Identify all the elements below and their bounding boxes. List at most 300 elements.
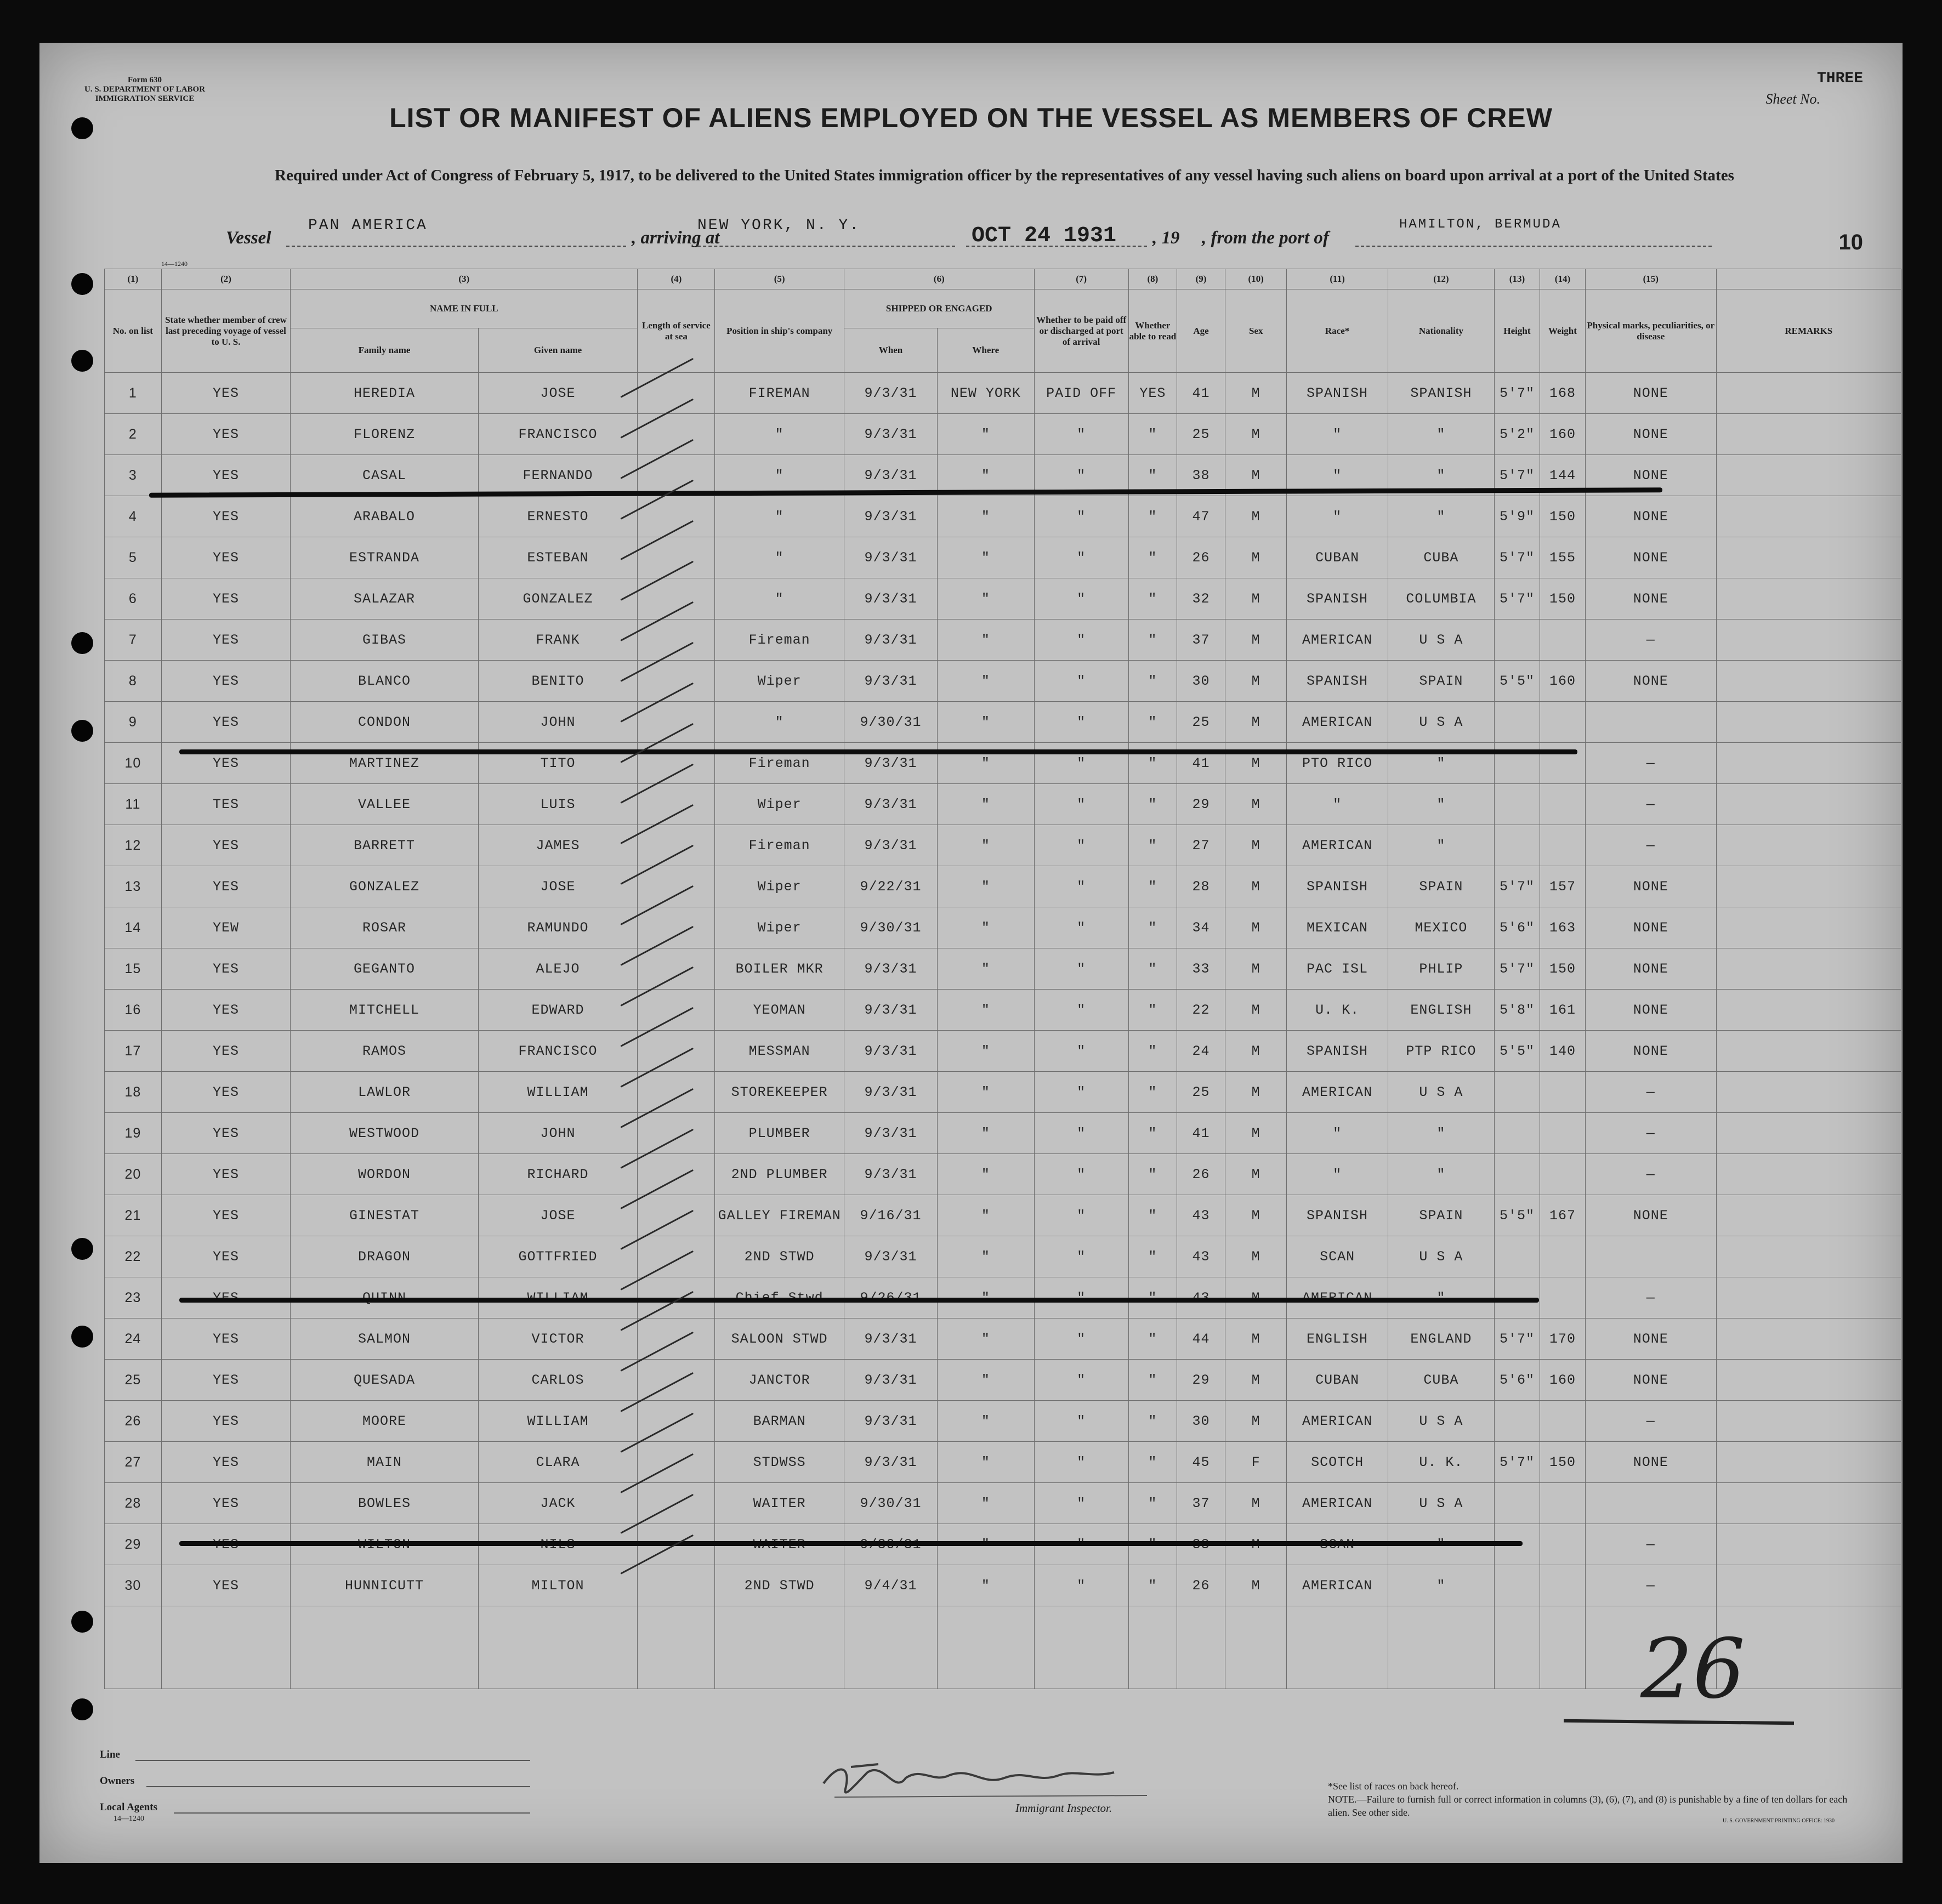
table-row [105, 1154, 1901, 1195]
race-cell: SPANISH [1287, 1031, 1388, 1072]
row-number: 17 [105, 1031, 162, 1072]
state-cell: YES [161, 866, 291, 907]
family-name-cell: VALLEE [291, 784, 478, 825]
service-length-cell [638, 1113, 715, 1154]
col-weight: Weight [1540, 289, 1585, 373]
able-read-cell: " [1128, 990, 1177, 1031]
race-cell: AMERICAN [1287, 1401, 1388, 1442]
able-read-cell: " [1128, 496, 1177, 537]
height-cell [1494, 1236, 1540, 1277]
family-name-cell: CASAL [291, 455, 478, 496]
weight-cell: 157 [1540, 866, 1585, 907]
paid-off-cell: " [1034, 537, 1128, 578]
weight-cell [1540, 1483, 1585, 1524]
weight-cell: 144 [1540, 455, 1585, 496]
given-name-cell: GONZALEZ [478, 578, 638, 619]
sex-cell: M [1225, 1236, 1287, 1277]
binder-hole [71, 632, 93, 654]
sex-cell: M [1225, 414, 1287, 455]
state-cell: YES [161, 578, 291, 619]
age-cell: 26 [1177, 537, 1225, 578]
table-row [105, 373, 1901, 414]
sex-cell: F [1225, 1442, 1287, 1483]
table-row [105, 784, 1901, 825]
paid-off-cell: " [1034, 702, 1128, 743]
weight-cell: 160 [1540, 414, 1585, 455]
sex-cell: M [1225, 1031, 1287, 1072]
state-cell: YES [161, 1360, 291, 1401]
able-read-cell: " [1128, 1483, 1177, 1524]
nationality-cell: CUBA [1388, 537, 1494, 578]
race-cell: ENGLISH [1287, 1318, 1388, 1360]
row-number: 23 [105, 1277, 162, 1318]
shipped-when-cell: 9/3/31 [844, 1072, 937, 1113]
blank-cell [478, 1606, 638, 1689]
marks-cell: NONE [1585, 990, 1716, 1031]
race-cell: " [1287, 784, 1388, 825]
service-length-cell [638, 1565, 715, 1606]
nationality-cell: SPANISH [1388, 373, 1494, 414]
remarks-cell [1716, 619, 1901, 661]
able-read-cell: " [1128, 1360, 1177, 1401]
age-cell: 41 [1177, 1113, 1225, 1154]
family-name-cell: MARTINEZ [291, 743, 478, 784]
given-name-cell: WILLIAM [478, 1401, 638, 1442]
marks-cell [1585, 702, 1716, 743]
race-cell: AMERICAN [1287, 1483, 1388, 1524]
weight-cell: 163 [1540, 907, 1585, 948]
shipped-where-cell: " [938, 825, 1034, 866]
able-read-cell: " [1128, 948, 1177, 990]
position-cell: Wiper [715, 866, 844, 907]
weight-cell: 168 [1540, 373, 1585, 414]
age-cell: 34 [1177, 907, 1225, 948]
weight-cell: 140 [1540, 1031, 1585, 1072]
service-length-cell [638, 1072, 715, 1113]
paid-off-cell: " [1034, 1442, 1128, 1483]
service-length-cell [638, 866, 715, 907]
col-name-in-full: NAME IN FULL [291, 289, 638, 328]
weight-cell [1540, 702, 1585, 743]
table-row [105, 1113, 1901, 1154]
height-cell: 5'7" [1494, 866, 1540, 907]
position-cell: " [715, 496, 844, 537]
nationality-cell: " [1388, 825, 1494, 866]
position-cell: " [715, 414, 844, 455]
service-length-cell [638, 825, 715, 866]
service-length-cell [638, 1031, 715, 1072]
shipped-where-cell: " [938, 907, 1034, 948]
age-cell: 29 [1177, 784, 1225, 825]
nationality-cell: U S A [1388, 702, 1494, 743]
remarks-cell [1716, 1236, 1901, 1277]
paid-off-cell: PAID OFF [1034, 373, 1128, 414]
row-number: 7 [105, 619, 162, 661]
paid-off-cell: " [1034, 1360, 1128, 1401]
remarks-cell [1716, 414, 1901, 455]
family-name-cell: GIBAS [291, 619, 478, 661]
position-cell: Fireman [715, 743, 844, 784]
shipped-where-cell: " [938, 661, 1034, 702]
col-given-name: Given name [478, 328, 638, 373]
shipped-when-cell: 9/3/31 [844, 414, 937, 455]
position-cell: Wiper [715, 907, 844, 948]
height-cell: 5'7" [1494, 373, 1540, 414]
shipped-where-cell: " [938, 496, 1034, 537]
given-name-cell: FERNANDO [478, 455, 638, 496]
shipped-where-cell: " [938, 1401, 1034, 1442]
row-number: 27 [105, 1442, 162, 1483]
state-cell: YES [161, 661, 291, 702]
col-shipped: SHIPPED OR ENGAGED [844, 289, 1034, 328]
weight-cell [1540, 1524, 1585, 1565]
table-row-blank [105, 1606, 1901, 1689]
marks-cell [1585, 1236, 1716, 1277]
remarks-cell [1716, 1277, 1901, 1318]
nationality-cell: ENGLAND [1388, 1318, 1494, 1360]
row-number: 22 [105, 1236, 162, 1277]
weight-cell [1540, 1154, 1585, 1195]
nationality-cell: " [1388, 743, 1494, 784]
able-read-cell: " [1128, 578, 1177, 619]
state-cell: YES [161, 948, 291, 990]
weight-cell: 150 [1540, 496, 1585, 537]
service-length-cell [638, 1360, 715, 1401]
marks-cell: NONE [1585, 1195, 1716, 1236]
sex-cell: M [1225, 702, 1287, 743]
paid-off-cell: " [1034, 825, 1128, 866]
shipped-where-cell: " [938, 702, 1034, 743]
given-name-cell: JOHN [478, 702, 638, 743]
shipped-where-cell: " [938, 743, 1034, 784]
shipped-where-cell: " [938, 1072, 1034, 1113]
sex-cell: M [1225, 1318, 1287, 1360]
arrival-date: OCT 24 1931 [972, 224, 1117, 248]
family-name-cell: ROSAR [291, 907, 478, 948]
shipped-when-cell: 9/3/31 [844, 1360, 937, 1401]
paid-off-cell: " [1034, 1031, 1128, 1072]
shipped-when-cell: 9/3/31 [844, 537, 937, 578]
sex-cell: M [1225, 948, 1287, 990]
able-read-cell: " [1128, 866, 1177, 907]
given-name-cell: FRANCISCO [478, 1031, 638, 1072]
able-read-cell: " [1128, 661, 1177, 702]
state-cell: YES [161, 1031, 291, 1072]
col-marks: Physical marks, peculiarities, or disease [1585, 289, 1716, 373]
paid-off-cell: " [1034, 907, 1128, 948]
shipped-where-cell: " [938, 578, 1034, 619]
family-name-cell: GINESTAT [291, 1195, 478, 1236]
race-cell: SCOTCH [1287, 1442, 1388, 1483]
age-cell: 29 [1177, 1360, 1225, 1401]
remarks-cell [1716, 948, 1901, 990]
blank-cell [715, 1606, 844, 1689]
height-cell [1494, 825, 1540, 866]
position-cell: WAITER [715, 1483, 844, 1524]
row-number: 4 [105, 496, 162, 537]
remarks-cell [1716, 743, 1901, 784]
state-cell: YES [161, 1072, 291, 1113]
age-cell: 43 [1177, 1236, 1225, 1277]
remarks-cell [1716, 1483, 1901, 1524]
family-name-cell: GEGANTO [291, 948, 478, 990]
table-row [105, 661, 1901, 702]
state-cell: YES [161, 1236, 291, 1277]
race-cell: AMERICAN [1287, 1565, 1388, 1606]
race-cell: SPANISH [1287, 661, 1388, 702]
shipped-when-cell: 9/3/31 [844, 1318, 937, 1360]
state-cell: YES [161, 1442, 291, 1483]
marks-cell: — [1585, 784, 1716, 825]
row-number: 1 [105, 373, 162, 414]
remarks-cell [1716, 537, 1901, 578]
col-num: (14) [1540, 269, 1585, 289]
marks-cell: NONE [1585, 373, 1716, 414]
paid-off-cell: " [1034, 784, 1128, 825]
service-length-cell [638, 1318, 715, 1360]
family-name-cell: LAWLOR [291, 1072, 478, 1113]
nationality-cell: CUBA [1388, 1360, 1494, 1401]
sex-cell: M [1225, 1565, 1287, 1606]
row-number: 3 [105, 455, 162, 496]
col-where: Where [938, 328, 1034, 373]
remarks-cell [1716, 1072, 1901, 1113]
shipped-where-cell: " [938, 1113, 1034, 1154]
age-cell: 25 [1177, 702, 1225, 743]
col-num: (7) [1034, 269, 1128, 289]
shipped-when-cell: 9/3/31 [844, 948, 937, 990]
col-num: (2) [161, 269, 291, 289]
remarks-cell [1716, 1524, 1901, 1565]
table-row [105, 619, 1901, 661]
nationality-cell: U S A [1388, 1401, 1494, 1442]
position-cell: STDWSS [715, 1442, 844, 1483]
document-subtitle: Required under Act of Congress of February 5, 1917, to be delivered to the United States immigration officer by the representatives of any vessel having such aliens on board upon arrival at a port of the United States [275, 167, 1734, 184]
position-cell: Fireman [715, 825, 844, 866]
col-state: State whether member of crew last preceding voyage of vessel to U. S. [161, 289, 291, 373]
nationality-cell: " [1388, 496, 1494, 537]
shipped-when-cell: 9/30/31 [844, 1483, 937, 1524]
col-no-on-list: No. on list [105, 289, 162, 373]
age-cell: 45 [1177, 1442, 1225, 1483]
weight-cell: 160 [1540, 1360, 1585, 1401]
col-num: (3) [291, 269, 638, 289]
given-name-cell: FRANK [478, 619, 638, 661]
sex-cell: M [1225, 1072, 1287, 1113]
row-number: 9 [105, 702, 162, 743]
height-cell: 5'5" [1494, 661, 1540, 702]
given-name-cell: TITO [478, 743, 638, 784]
table-row [105, 1565, 1901, 1606]
age-cell: 41 [1177, 373, 1225, 414]
height-cell: 5'7" [1494, 948, 1540, 990]
given-name-cell: CLARA [478, 1442, 638, 1483]
marks-cell: — [1585, 1277, 1716, 1318]
shipped-where-cell: " [938, 1318, 1034, 1360]
remarks-cell [1716, 373, 1901, 414]
position-cell: GALLEY FIREMAN [715, 1195, 844, 1236]
binder-hole [71, 720, 93, 742]
service-length-cell [638, 1236, 715, 1277]
row-9-strike [179, 749, 1577, 754]
remarks-cell [1716, 1154, 1901, 1195]
state-cell: YES [161, 414, 291, 455]
row-22-strike [179, 1298, 1539, 1303]
table-row [105, 1236, 1901, 1277]
weight-cell: 160 [1540, 661, 1585, 702]
height-cell [1494, 619, 1540, 661]
position-cell: STOREKEEPER [715, 1072, 844, 1113]
state-cell: YES [161, 1565, 291, 1606]
given-name-cell: JACK [478, 1483, 638, 1524]
marks-cell: — [1585, 1154, 1716, 1195]
sex-cell: M [1225, 990, 1287, 1031]
table-row [105, 496, 1901, 537]
state-cell: YES [161, 1483, 291, 1524]
height-cell [1494, 1483, 1540, 1524]
state-cell: YES [161, 455, 291, 496]
remarks-cell [1716, 1113, 1901, 1154]
race-cell: AMERICAN [1287, 702, 1388, 743]
col-length-service: Length of service at sea [638, 289, 715, 373]
shipped-when-cell: 9/4/31 [844, 1565, 937, 1606]
shipped-where-cell: " [938, 1195, 1034, 1236]
col-num [1716, 269, 1901, 289]
weight-cell [1540, 619, 1585, 661]
shipped-when-cell: 9/3/31 [844, 1401, 937, 1442]
sex-cell: M [1225, 866, 1287, 907]
weight-cell [1540, 784, 1585, 825]
shipped-where-cell: NEW YORK [938, 373, 1034, 414]
shipped-when-cell: 9/30/31 [844, 907, 937, 948]
shipped-when-cell: 9/3/31 [844, 373, 937, 414]
position-cell: " [715, 455, 844, 496]
blank-cell [1287, 1606, 1388, 1689]
form-number: Form 630 [127, 76, 162, 84]
marks-cell: NONE [1585, 455, 1716, 496]
position-cell: 2ND STWD [715, 1565, 844, 1606]
blank-cell [161, 1606, 291, 1689]
state-cell: YES [161, 1154, 291, 1195]
height-cell: 5'7" [1494, 578, 1540, 619]
family-name-cell: MOORE [291, 1401, 478, 1442]
departure-port: HAMILTON, BERMUDA [1399, 217, 1561, 232]
blank-cell [105, 1606, 162, 1689]
remarks-cell [1716, 1031, 1901, 1072]
given-name-cell: JAMES [478, 825, 638, 866]
given-name-cell: JOSE [478, 373, 638, 414]
given-name-cell: VICTOR [478, 1318, 638, 1360]
sex-cell: M [1225, 784, 1287, 825]
table-row [105, 1483, 1901, 1524]
row-number: 18 [105, 1072, 162, 1113]
remarks-cell [1716, 907, 1901, 948]
printer-line: U. S. GOVERNMENT PRINTING OFFICE: 1930 [1723, 1818, 1835, 1824]
table-row [105, 537, 1901, 578]
paid-off-cell: " [1034, 1154, 1128, 1195]
shipped-where-cell: " [938, 1565, 1034, 1606]
row-number: 6 [105, 578, 162, 619]
blank-cell [938, 1606, 1034, 1689]
arriving-label: , arriving at [632, 228, 720, 248]
given-name-cell: BENITO [478, 661, 638, 702]
sheet-number: THREE [1816, 70, 1863, 87]
position-cell: SALOON STWD [715, 1318, 844, 1360]
service-length-cell [638, 990, 715, 1031]
shipped-where-cell: " [938, 866, 1034, 907]
remarks-cell [1716, 496, 1901, 537]
paid-off-cell: " [1034, 866, 1128, 907]
family-name-cell: WORDON [291, 1154, 478, 1195]
state-cell: TES [161, 784, 291, 825]
marks-cell: — [1585, 1565, 1716, 1606]
row-number: 13 [105, 866, 162, 907]
service-length-cell [638, 1195, 715, 1236]
able-read-cell: " [1128, 537, 1177, 578]
inspector-signature [818, 1745, 1158, 1811]
col-num: (1) [105, 269, 162, 289]
shipped-where-cell: " [938, 537, 1034, 578]
total-underline [1564, 1719, 1794, 1725]
blank-cell [638, 1606, 715, 1689]
paid-off-cell: " [1034, 661, 1128, 702]
shipped-when-cell: 9/16/31 [844, 1195, 937, 1236]
family-name-cell: ESTRANDA [291, 537, 478, 578]
family-name-cell: HUNNICUTT [291, 1565, 478, 1606]
remarks-cell [1716, 455, 1901, 496]
age-cell: 24 [1177, 1031, 1225, 1072]
height-cell [1494, 702, 1540, 743]
able-read-cell: " [1128, 619, 1177, 661]
sex-cell: M [1225, 1360, 1287, 1401]
marks-cell: NONE [1585, 1442, 1716, 1483]
able-read-cell: " [1128, 1442, 1177, 1483]
marks-cell: NONE [1585, 1360, 1716, 1401]
col-paid-off: Whether to be paid off or discharged at port of arrival [1034, 289, 1128, 373]
age-cell: 30 [1177, 661, 1225, 702]
nationality-cell: SPAIN [1388, 1195, 1494, 1236]
blank-cell [844, 1606, 937, 1689]
service-length-cell [638, 743, 715, 784]
race-cell: " [1287, 414, 1388, 455]
row-number: 11 [105, 784, 162, 825]
paid-off-cell: " [1034, 455, 1128, 496]
height-cell: 5'7" [1494, 1318, 1540, 1360]
remarks-cell [1716, 1442, 1901, 1483]
remarks-cell [1716, 661, 1901, 702]
sex-cell: M [1225, 537, 1287, 578]
able-read-cell: " [1128, 455, 1177, 496]
col-able-read: Whether able to read [1128, 289, 1177, 373]
weight-cell [1540, 1277, 1585, 1318]
table-row [105, 866, 1901, 907]
shipped-when-cell: 9/3/31 [844, 1154, 937, 1195]
blank-cell [1388, 1606, 1494, 1689]
position-cell: PLUMBER [715, 1113, 844, 1154]
agents-code: 14—1240 [113, 1815, 144, 1823]
line-label: Line [100, 1749, 120, 1760]
binder-hole [71, 1238, 93, 1260]
blank-cell [1225, 1606, 1287, 1689]
age-cell: 43 [1177, 1195, 1225, 1236]
state-cell: YES [161, 743, 291, 784]
state-cell: YES [161, 496, 291, 537]
penalty-note: NOTE.—Failure to furnish full or correct information in columns (3), (6), (7), and (8) is punishable by a fine of ten dollars for each alien. See other side. [1328, 1794, 1848, 1818]
marks-cell: — [1585, 1401, 1716, 1442]
col-height: Height [1494, 289, 1540, 373]
paid-off-cell: " [1034, 1072, 1128, 1113]
age-cell: 28 [1177, 866, 1225, 907]
